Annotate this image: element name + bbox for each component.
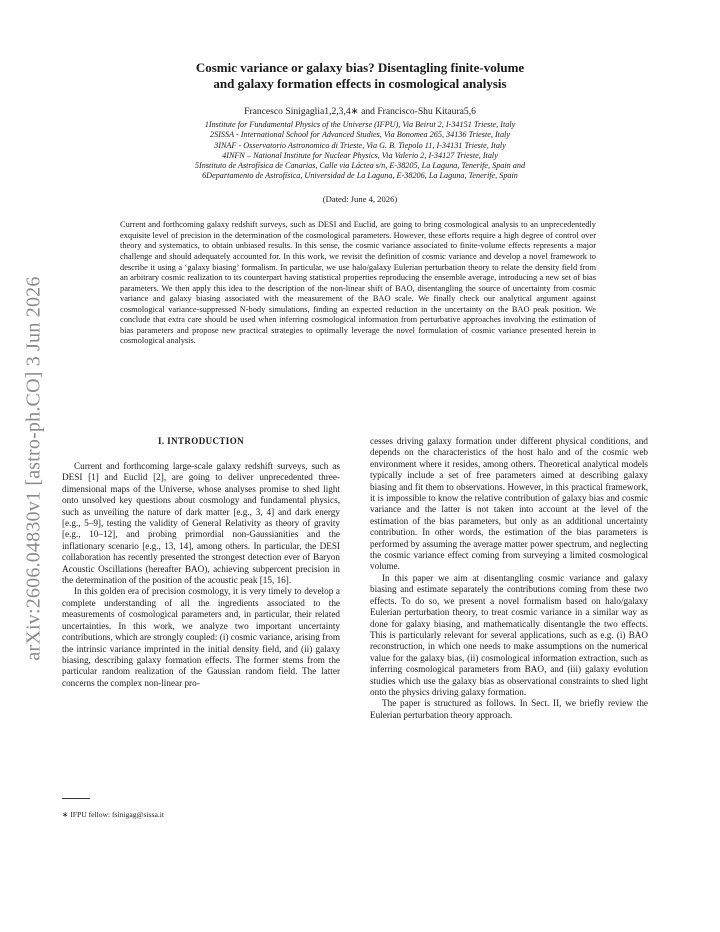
section-heading-introduction: I. INTRODUCTION <box>157 436 244 446</box>
affiliation-4: 4INFN – National Institute for Nuclear Physics, Via Valerio 2, I-34127 Trieste, Italy <box>222 150 498 160</box>
arxiv-identifier-text: arXiv:2606.04830v1 [astro-ph.CO] 3 Jun 2026 <box>22 275 45 661</box>
affiliation-list <box>80 120 640 182</box>
affiliation-1: 1Institute for Fundamental Physics of the Universe (IFPU), Via Beirut 2, I-34151 Trieste, Italy <box>204 120 516 129</box>
intro-paragraph-2: In this golden era of precision cosmology, it is very timely to develop a complete understanding of all the ingredients associated to the measurements of cosmological parameters and, in particular, their related uncertainties. In this work, we analyze two important uncertainty contributions, which are strongly coupled: (i) cosmic variance, arising from the intrinsic variance imprinted in the initial density field, and (ii) galaxy biasing, describing galaxy formation effects. The former stems from the particular random realization of the Gaussian random field. The latter concerns the complex non-linear pro- <box>62 586 340 688</box>
affiliation-5: 5Instituto de Astrofísica de Canarias, Calle via Láctea s/n, E-38205, La Laguna, Tenerife, Spain and <box>194 161 526 171</box>
title-line-2: and galaxy formation effects in cosmological analysis <box>213 76 507 91</box>
paper-title <box>120 60 600 92</box>
affiliation-3: 3INAF - Osservatorio Astronomico di Trieste, Via G. B. Tiepolo 11, I-34131 Trieste, Italy <box>214 140 506 150</box>
arxiv-identifier-stamp <box>22 248 46 688</box>
intro-paragraph-4: The paper is structured as follows. In Sect. II, we briefly review the Eulerian perturbation theory approach. <box>370 698 648 720</box>
affiliation-6: 6Departamento de Astrofísica, Universidad de La Laguna, E-38206, La Laguna, Tenerife, Spain <box>202 171 518 181</box>
footnote: ∗ IFPU fellow: fsinigag@sissa.it <box>62 810 164 819</box>
footnote-divider <box>62 798 90 799</box>
left-column <box>62 436 340 689</box>
title-line-1: Cosmic variance or galaxy bias? Disentagling finite-volume <box>195 60 525 75</box>
right-column <box>370 436 648 721</box>
intro-paragraph-3: In this paper we aim at disentangling cosmic variance and galaxy biasing and estimate separately the contributions coming from these two effects. To do so, we present a novel formalism based on halo/galaxy Eulerian perturbation theory, to treat cosmic variance in a similar way as done for galaxy biasing, and mathematically disentangle the two effects. This is particularly relevant for several applications, such as e.g. (i) BAO reconstruction, in which one needs to make assumptions on the numerical value for the galaxy bias, (ii) cosmological information extraction, such as inferring cosmological parameters from BAO, and (iii) galaxy evolution studies which use the galaxy bias as observational constraints to shed light onto the physics driving galaxy formation. <box>370 572 648 697</box>
affiliation-2: 2SISSA - International School for Advanced Studies, Via Bonomea 265, 34136 Trieste, Italy <box>210 130 510 140</box>
date-line: (Dated: June 4, 2026) <box>322 194 398 204</box>
intro-paragraph-1: Current and forthcoming large-scale galaxy redshift surveys, such as DESI [1] and Euclid [2], are going to deliver unprecedented three-dimensional maps of the Universe, whose analyses promise to shed light onto unsolved key questions about cosmology and fundamental physics, such as unveiling the nature of dark matter [e.g., 3, 4] and dark energy [e.g., 5–9], testing the validity of General Relativity as theory of gravity [e.g., 10–12], and probing primordial non-Gaussianities and the inflationary scenario [e.g., 13, 14], among others. In particular, the DESI collaboration has recently presented the strongest detection ever of Baryon Acoustic Oscillations (hereafter BAO), achieving subpercent precision in the determination of the position of the acoustic peak [15, 16]. <box>62 461 340 586</box>
intro-paragraph-2-continued: cesses driving galaxy formation under different physical conditions, and depends on the characteristics of the host halo and of the cosmic web environment where it resides, among others. Theoretical analytical models typically include a set of free parameters aimed at describing galaxy biasing and fit them to observations. However, in this practical framework, it is impossible to know the relative contribution of galaxy bias and cosmic variance and the latter is not taken into account at the level of the estimation of the bias parameters, but only as an additional uncertainty contribution. In other words, the estimation of the bias parameters is performed by assuming the average matter power spectrum, and neglecting the cosmic variance effect coming from surveying a limited cosmological volume. <box>370 436 648 572</box>
abstract: Current and forthcoming galaxy redshift surveys, such as DESI and Euclid, are going to bring cosmological analysis to an unprecedentedly exquisite level of precision in the determination of the cosmological parameters. However, these efforts require a high degree of control over theory and systematics, to obtain unbiased results. In this sense, the cosmic variance associated to finite-volume effects represents a major challenge and should adequately accounted for. In this work, we revisit the definition of cosmic variance and develop a novel framework to describe it using a ‘galaxy biasing’ formalism. In particular, we use halo/galaxy Eulerian perturbation theory to relate the density field from an arbitrary cosmic realization to its counterpart having statistical properties reproducing the ensemble average, introducing a new set of bias parameters. We then apply this idea to the description of the non-linear shift of BAO, disentangling the source of uncertainty from cosmic variance and galaxy biasing associated with the measurement of the BAO scale. We finally check our analytical argument against cosmological variance-suppressed N-body simulations, finding an expected reduction in the uncertainty on the BAO peak position. We conclude that extra care should be used when inferring cosmological information from perturbative approaches involving the estimation of bias parameters and propose new practical strategies to optimally leverage the novel formulation of cosmic variance presented herein in cosmological analysis. <box>120 220 596 346</box>
author-list: Francesco Sinigaglia1,2,3,4∗ and Francisco-Shu Kitaura5,6 <box>244 106 476 117</box>
